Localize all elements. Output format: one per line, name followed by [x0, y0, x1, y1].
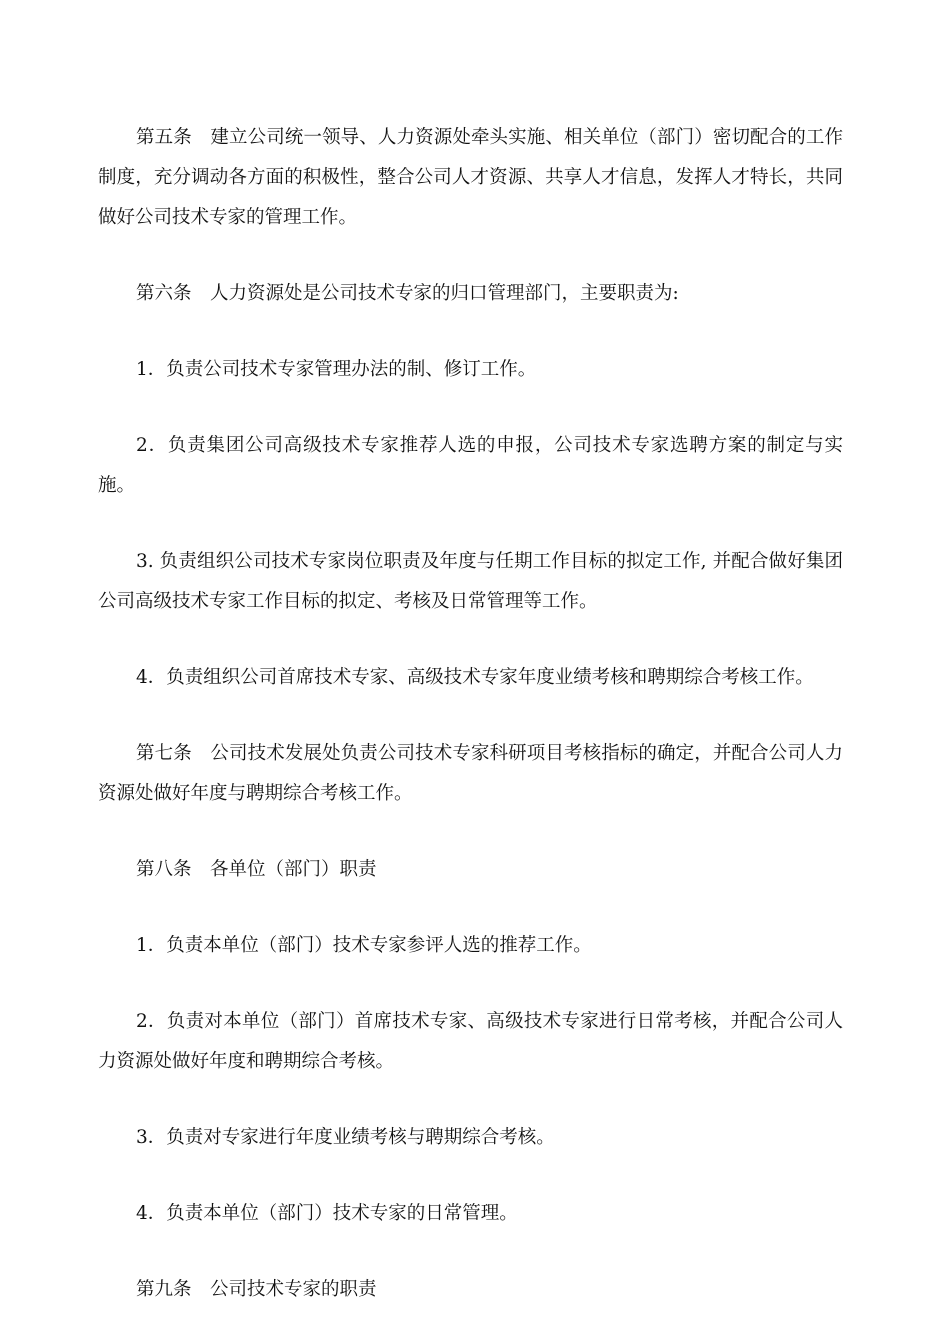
article-8-paragraph: 第八条 各单位（部门）职责 [136, 859, 377, 880]
article-6-item-2: 2．负责集团公司高级技术专家推荐人选的申报，公司技术专家选聘方案的制定与实施。 [98, 435, 843, 496]
document-body [98, 118, 843, 1310]
article-6-paragraph: 第六条 人力资源处是公司技术专家的归口管理部门，主要职责为: [136, 283, 679, 304]
article-6-item-3: 3. 负责组织公司技术专家岗位职责及年度与任期工作目标的拟定工作, 并配合做好集团公司高级技术专家工作目标的拟定、考核及日常管理等工作。 [98, 551, 843, 612]
article-9-paragraph: 第九条 公司技术专家的职责 [136, 1279, 377, 1300]
article-8-item-3: 3．负责对专家进行年度业绩考核与聘期综合考核。 [136, 1127, 555, 1148]
article-6-item-1: 1．负责公司技术专家管理办法的制、修订工作。 [136, 359, 537, 380]
article-6-item-4: 4．负责组织公司首席技术专家、高级技术专家年度业绩考核和聘期综合考核工作。 [136, 667, 814, 688]
article-8-item-4: 4．负责本单位（部门）技术专家的日常管理。 [136, 1203, 518, 1224]
article-8-item-1: 1．负责本单位（部门）技术专家参评人选的推荐工作。 [136, 935, 592, 956]
article-7-paragraph: 第七条 公司技术发展处负责公司技术专家科研项目考核指标的确定，并配合公司人力资源处做好年度与聘期综合考核工作。 [98, 743, 843, 804]
article-8-item-2: 2．负责对本单位（部门）首席技术专家、高级技术专家进行日常考核，并配合公司人力资源处做好年度和聘期综合考核。 [98, 1011, 843, 1072]
article-5-paragraph: 第五条 建立公司统一领导、人力资源处牵头实施、相关单位（部门）密切配合的工作制度，充分调动各方面的积极性，整合公司人才资源、共享人才信息，发挥人才特长，共同做好公司技术专家的管理工作。 [98, 127, 843, 228]
